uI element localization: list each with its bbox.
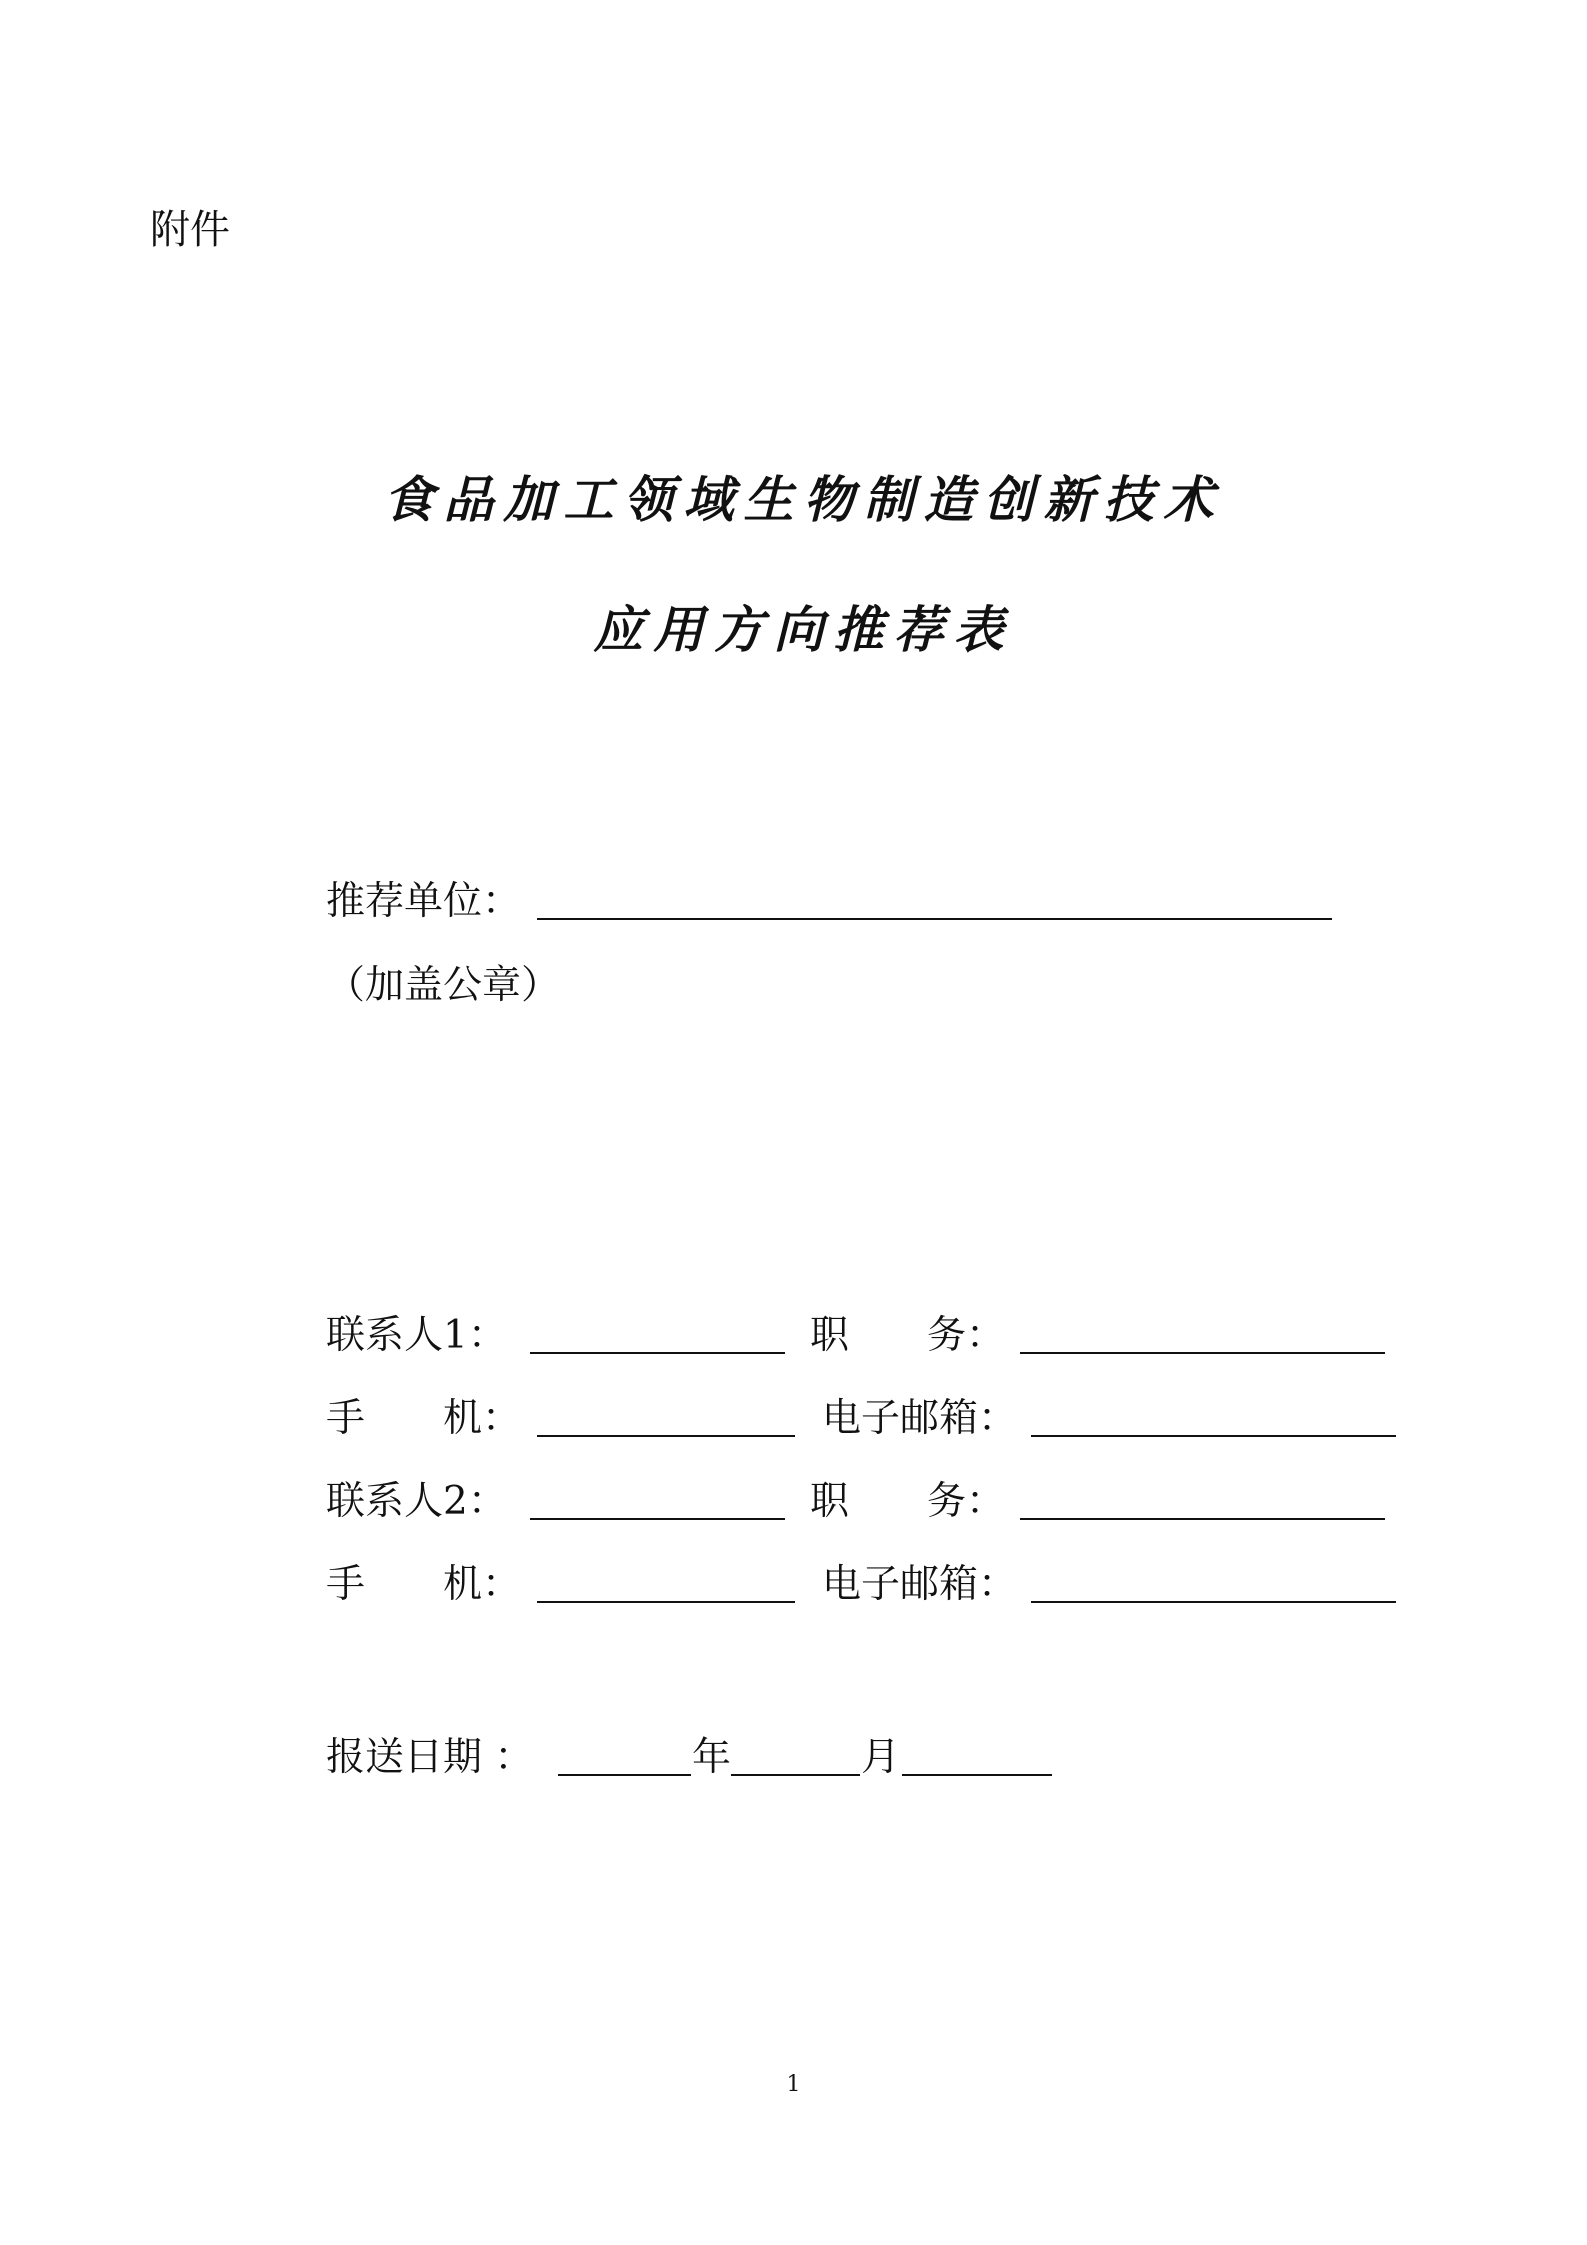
document-title-line-1: 食品加工领域生物制造创新技术: [383, 470, 1224, 529]
page-number: 1: [786, 2072, 801, 2097]
contact-2-name-label: 联系人2：: [326, 1479, 507, 1524]
contact-1-email-line[interactable]: [1031, 1435, 1396, 1437]
contact-1-position-line[interactable]: [1020, 1352, 1385, 1354]
contact-1-position-label: 职 务：: [810, 1313, 1006, 1358]
contact-1-phone-label: 手 机：: [326, 1396, 522, 1441]
contact-2-phone-line[interactable]: [537, 1601, 795, 1603]
submission-year-line[interactable]: [558, 1774, 691, 1776]
contact-1-phone-line[interactable]: [537, 1435, 795, 1437]
seal-note: （加盖公章）: [326, 963, 561, 1008]
submission-month-label: 月: [861, 1735, 901, 1780]
contact-2-position-line[interactable]: [1020, 1518, 1385, 1520]
contact-1-email-label: 电子邮箱：: [822, 1396, 1018, 1441]
contact-2-position-label: 职 务：: [810, 1479, 1006, 1524]
contact-2-name-line[interactable]: [530, 1518, 785, 1520]
contact-2-email-label: 电子邮箱：: [822, 1562, 1018, 1607]
recommender-input-line[interactable]: [537, 918, 1332, 920]
attachment-label: 附件: [150, 207, 230, 253]
contact-2-email-line[interactable]: [1031, 1601, 1396, 1603]
submission-year-label: 年: [692, 1735, 732, 1780]
document-title-line-2: 应用方向推荐表: [593, 600, 1014, 659]
submission-month-line[interactable]: [731, 1774, 860, 1776]
contact-1-name-label: 联系人1：: [326, 1313, 507, 1358]
recommender-label: 推荐单位：: [326, 879, 522, 924]
contact-2-phone-label: 手 机：: [326, 1562, 522, 1607]
contact-1-name-line[interactable]: [530, 1352, 785, 1354]
submission-day-line[interactable]: [902, 1774, 1052, 1776]
submission-date-label: 报送日期 ：: [326, 1735, 534, 1780]
